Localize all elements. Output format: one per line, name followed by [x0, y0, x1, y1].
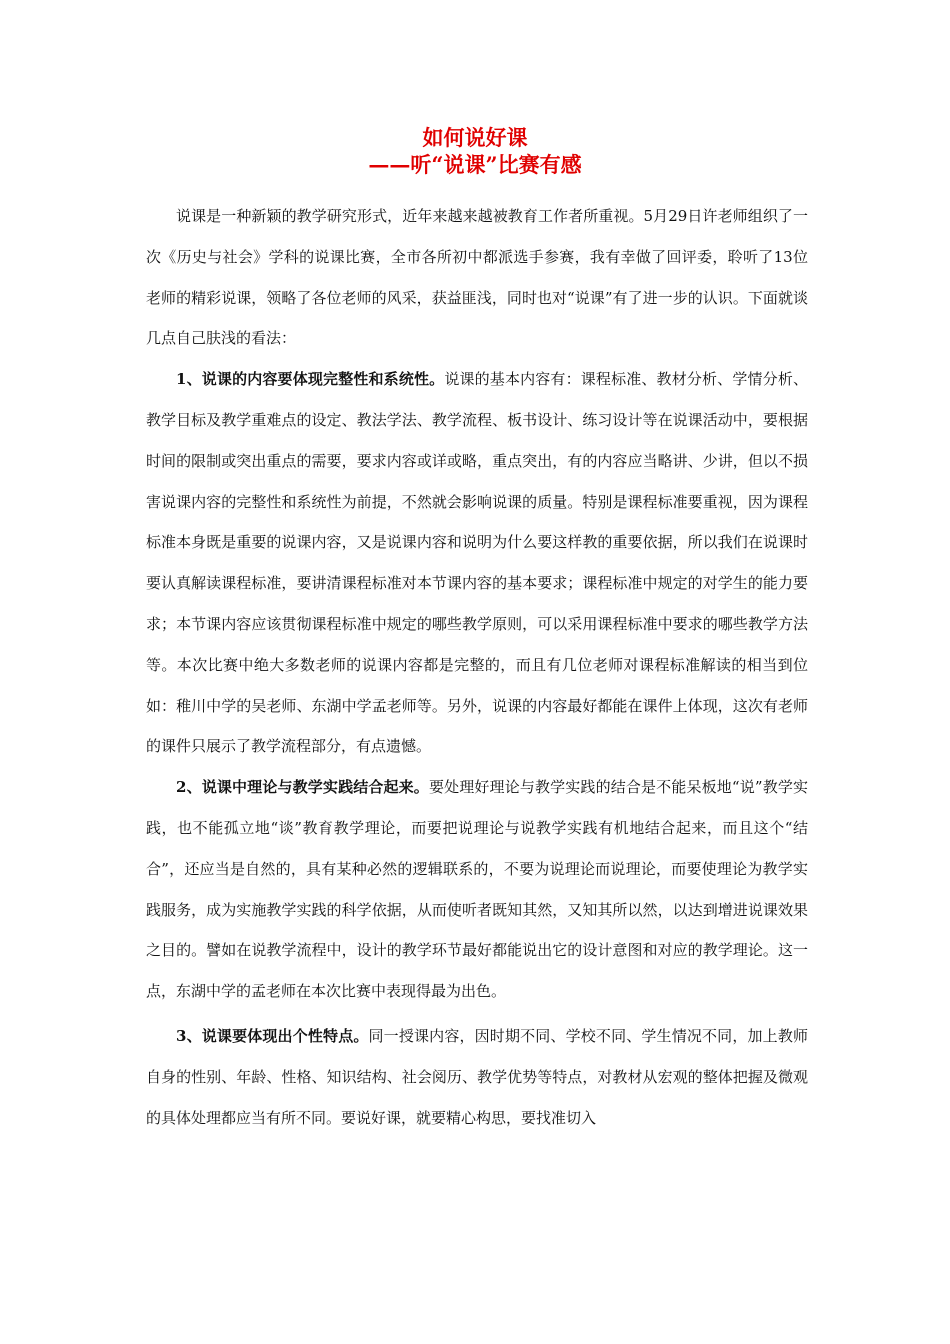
paragraph-point-1 [146, 359, 808, 767]
title-main: 如何说好课 [422, 125, 528, 150]
paragraph-point-3 [146, 1016, 808, 1138]
document-title [0, 124, 950, 178]
paragraph-text: 要处理好理论与教学实践的结合是不能呆板地“说”教学实践，也不能孤立地“谈”教育教学理论，而要把说理论与说教学实践有机地结合起来，而且这个“结合”，还应当是自然的，具有某种必然的逻辑联系的，不要为说理论而说理论，而要使理论为教学实践服务，成为实施教学实践的科学依据，从而使听者既知其然，又知其所以然，以达到增进说课效果之目的。譬如在说教学流程中，设计的教学环节最好都能说出它的设计意图和对应的教学理论。这一点，东湖中学的孟老师在本次比赛中表现得最为出色。 [146, 778, 808, 1001]
paragraph-lead: 1、说课的内容要体现完整性和系统性。 [176, 370, 445, 389]
paragraph-lead: 3、说课要体现出个性特点。 [176, 1026, 369, 1045]
paragraph-text: 说课是一种新颖的教学研究形式，近年来越来越被教育工作者所重视。5月29日许老师组织了一次《历史与社会》学科的说课比赛，全市各所初中都派选手参赛，我有幸做了回评委，聆听了13位老师的精彩说课，领略了各位老师的风采，获益匪浅，同时也对“说课”有了进一步的认识。下面就谈几点自己肤浅的看法： [146, 207, 808, 348]
paragraph-point-2 [146, 767, 808, 1012]
title-subtitle: ——听“说课”比赛有感 [368, 152, 582, 177]
paragraph-lead: 2、说课中理论与教学实践结合起来。 [176, 778, 429, 797]
paragraph-text: 说课的基本内容有：课程标准、教材分析、学情分析、教学目标及教学重难点的设定、教法学法、教学流程、板书设计、练习设计等在说课活动中，要根据时间的限制或突出重点的需要，要求内容或详或略，重点突出，有的内容应当略讲、少讲，但以不损害说课内容的完整性和系统性为前提，不然就会影响说课的质量。特别是课程标准要重视，因为课程标准本身既是重要的说课内容，又是说课内容和说明为什么要这样教的重要依据，所以我们在说课时要认真解读课程标准，要讲清课程标准对本节课内容的基本要求；课程标准中规定的对学生的能力要求；本节课内容应该贯彻课程标准中规定的哪些教学原则，可以采用课程标准中要求的哪些教学方法等。本次比赛中绝大多数老师的说课内容都是完整的，而且有几位老师对课程标准解读的相当到位如：稚川中学的吴老师、东湖中学孟老师等。另外，说课的内容最好都能在课件上体现，这次有老师的课件只展示了教学流程部分，有点遗憾。 [146, 370, 808, 756]
paragraph-intro [146, 196, 808, 359]
paragraph-text: 同一授课内容，因时期不同、学校不同、学生情况不同，加上教师自身的性别、年龄、性格、知识结构、社会阅历、教学优势等特点，对教材从宏观的整体把握及微观的具体处理都应当有所不同。要说好课，就要精心构思，要找准切入 [146, 1026, 808, 1127]
document-body [146, 196, 808, 1138]
